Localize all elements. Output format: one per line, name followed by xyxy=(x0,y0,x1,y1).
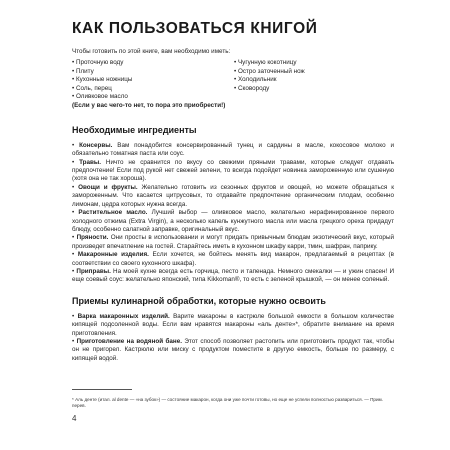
list-item: • Соль, перец xyxy=(72,85,234,93)
paragraph-text: Желательно готовить из сезонных фруктов и овощей, но можете обращаться к замороженным. Что касается цитрусовых, то отдавайте предпочтение органическим плодам, особенно лимонам, цедра которых нужна всегда. xyxy=(72,183,394,208)
section-title-ingredients: Необходимые ингредиенты xyxy=(72,124,197,135)
paragraph-text: Ничто не сравнится по вкусу со свежими пряными травами, которые следует отдавать предпочтение! Если под рукой нет свежей зелени, то всегда подойдет новинка замороженную или сушеную (хотя она не так хороша). xyxy=(72,158,394,183)
paragraph: • Приправы. На моей кухне всегда есть горчица, песто и тапенада. Немного смекалки — и ужин спасен! И еще соевый соус: желательно японский, типа Kikkoman®, то есть с зеленой крышкой, — он менее соленый. xyxy=(72,267,394,284)
paragraph-text: Если хочется, не бойтесь менять вид макарон, предлагаемый в рецептах (в соответствии со своего кухонного шкафа). xyxy=(72,251,394,267)
paragraph: • Растительное масло. Лучший выбор — оливковое масло, желательно нерафинированное первого холодного отжима (Extra Virgin), а несколько капель кунжутного масла или масла грецкого ореха придадут блюду, особенно салатной заправке, оригинальный вкус. xyxy=(72,209,394,233)
paragraph-term: Приправы. xyxy=(76,267,111,275)
equipment-note: (Если у вас чего-то нет, то пора это приобрести!) xyxy=(72,102,226,110)
paragraph-text: Этот способ позволяет растопить или приготовить продукт так, чтобы он не пригорел. Кастрюлю или миску с продуктом поместите в другую емкость, больше по размеру, с кипящей водой. xyxy=(72,337,394,362)
equipment-list-right xyxy=(234,59,305,101)
list-item: • Холодильник xyxy=(234,76,305,84)
page-number: 4 xyxy=(72,414,77,423)
page-title: КАК ПОЛЬЗОВАТЬСЯ КНИГОЙ xyxy=(72,20,318,37)
paragraph-term: Овощи и фрукты. xyxy=(78,183,138,191)
equipment-list xyxy=(72,59,394,101)
paragraph-term: Пряности. xyxy=(76,234,109,242)
list-item: • Кухонные ножницы xyxy=(72,76,234,84)
footnote-divider xyxy=(72,389,132,390)
paragraph-text: Лучший выбор — оливковое масло, желательно нерафинированное первого холодного отжима (Extra Virgin), а несколько капель кунжутного масла или масла грецкого ореха придадут блюду, особенно салатной заправке, оригинальный вкус. xyxy=(72,209,394,233)
footnote: * Аль денте (итал. al dente — «на зубок») — состояние макарон, когда они уже почти готовы, но еще не успели полностью развариться. — Прим. перев. xyxy=(72,396,383,408)
paragraph-text: Они просты в использовании и могут придать привычным блюдам экзотический вкус, который произведет впечатление на гостей. Старайтесь иметь в кухонном шкафу карри, тмин, шафран, паприку. xyxy=(72,234,394,250)
list-item: • Сковороду xyxy=(234,85,305,93)
section-title-techniques: Приемы кулинарной обработки, которые нужно освоить xyxy=(72,295,326,306)
equipment-list-left xyxy=(72,59,234,101)
paragraph-term: Растительное масло. xyxy=(78,209,148,217)
paragraph-term: Приготовление на водяной бане. xyxy=(76,337,182,345)
list-item: • Проточную воду xyxy=(72,59,234,67)
paragraph: • Приготовление на водяной бане. Этот способ позволяет растопить или приготовить продукт так, чтобы он не пригорел. Кастрюлю или миску с продуктом поместите в другую емкость, больше по размеру, с кипящей водой. xyxy=(72,337,394,362)
paragraph-term: Варка макаронных изделий. xyxy=(77,312,170,320)
paragraph: • Варка макаронных изделий. Варите макароны в кастрюле большой емкости в большом количестве кипящей подсоленной воды. Если вам нравятся макароны «аль денте»*, обратите внимание на время приготовления. xyxy=(72,312,394,337)
list-item: • Плиту xyxy=(72,68,234,76)
paragraph: • Травы. Ничто не сравнится по вкусу со свежими пряными травами, которые следует отдавать предпочтение! Если под рукой нет свежей зелени, то всегда подойдет новинка замороженную или сушеную (хотя она не так хороша). xyxy=(72,158,394,183)
paragraph-term: Консервы. xyxy=(79,141,113,149)
paragraph-text: На моей кухне всегда есть горчица, песто и тапенада. Немного смекалки — и ужин спасен! И еще соевый соус: желательно японский, типа Kikkoman®, то есть с зеленой крышкой, — он менее соленый. xyxy=(72,267,394,284)
paragraph: • Овощи и фрукты. Желательно готовить из сезонных фруктов и овощей, но можете обращаться к замороженным. Что касается цитрусовых, то отдавайте предпочтение органическим плодам, особенно лимонам, цедра которых нужна всегда. xyxy=(72,183,394,208)
list-item: • Остро заточенный нож xyxy=(234,68,305,76)
list-item: • Чугунную кокотницу xyxy=(234,59,305,67)
paragraph: • Пряности. Они просты в использовании и могут придать привычным блюдам экзотический вкус, который произведет впечатление на гостей. Старайтесь иметь в кухонном шкафу карри, тмин, шафран, паприку. xyxy=(72,234,394,250)
paragraph-term: Макаронные изделия. xyxy=(77,251,149,259)
paragraph-term: Травы. xyxy=(79,158,102,166)
intro-text: Чтобы готовить по этой книге, вам необходимо иметь: xyxy=(72,48,231,55)
paragraph: • Макаронные изделия. Если хочется, не бойтесь менять вид макарон, предлагаемый в рецептах (в соответствии со своего кухонного шкафа). xyxy=(72,251,394,267)
list-item: • Оливковое масло xyxy=(72,93,234,101)
paragraph: • Консервы. Вам понадобится консервированный тунец и сардины в масле, кокосовое молоко и обязательно томатная паста или соус. xyxy=(72,141,394,158)
paragraph-text: Варите макароны в кастрюле большой емкости в большом количестве кипящей подсоленной воды. Если вам нравятся макароны «аль денте»*, обратите внимание на время приготовления. xyxy=(72,312,394,337)
paragraph-text: Вам понадобится консервированный тунец и сардины в масле, кокосовое молоко и обязательно томатная паста или соус. xyxy=(72,141,394,158)
